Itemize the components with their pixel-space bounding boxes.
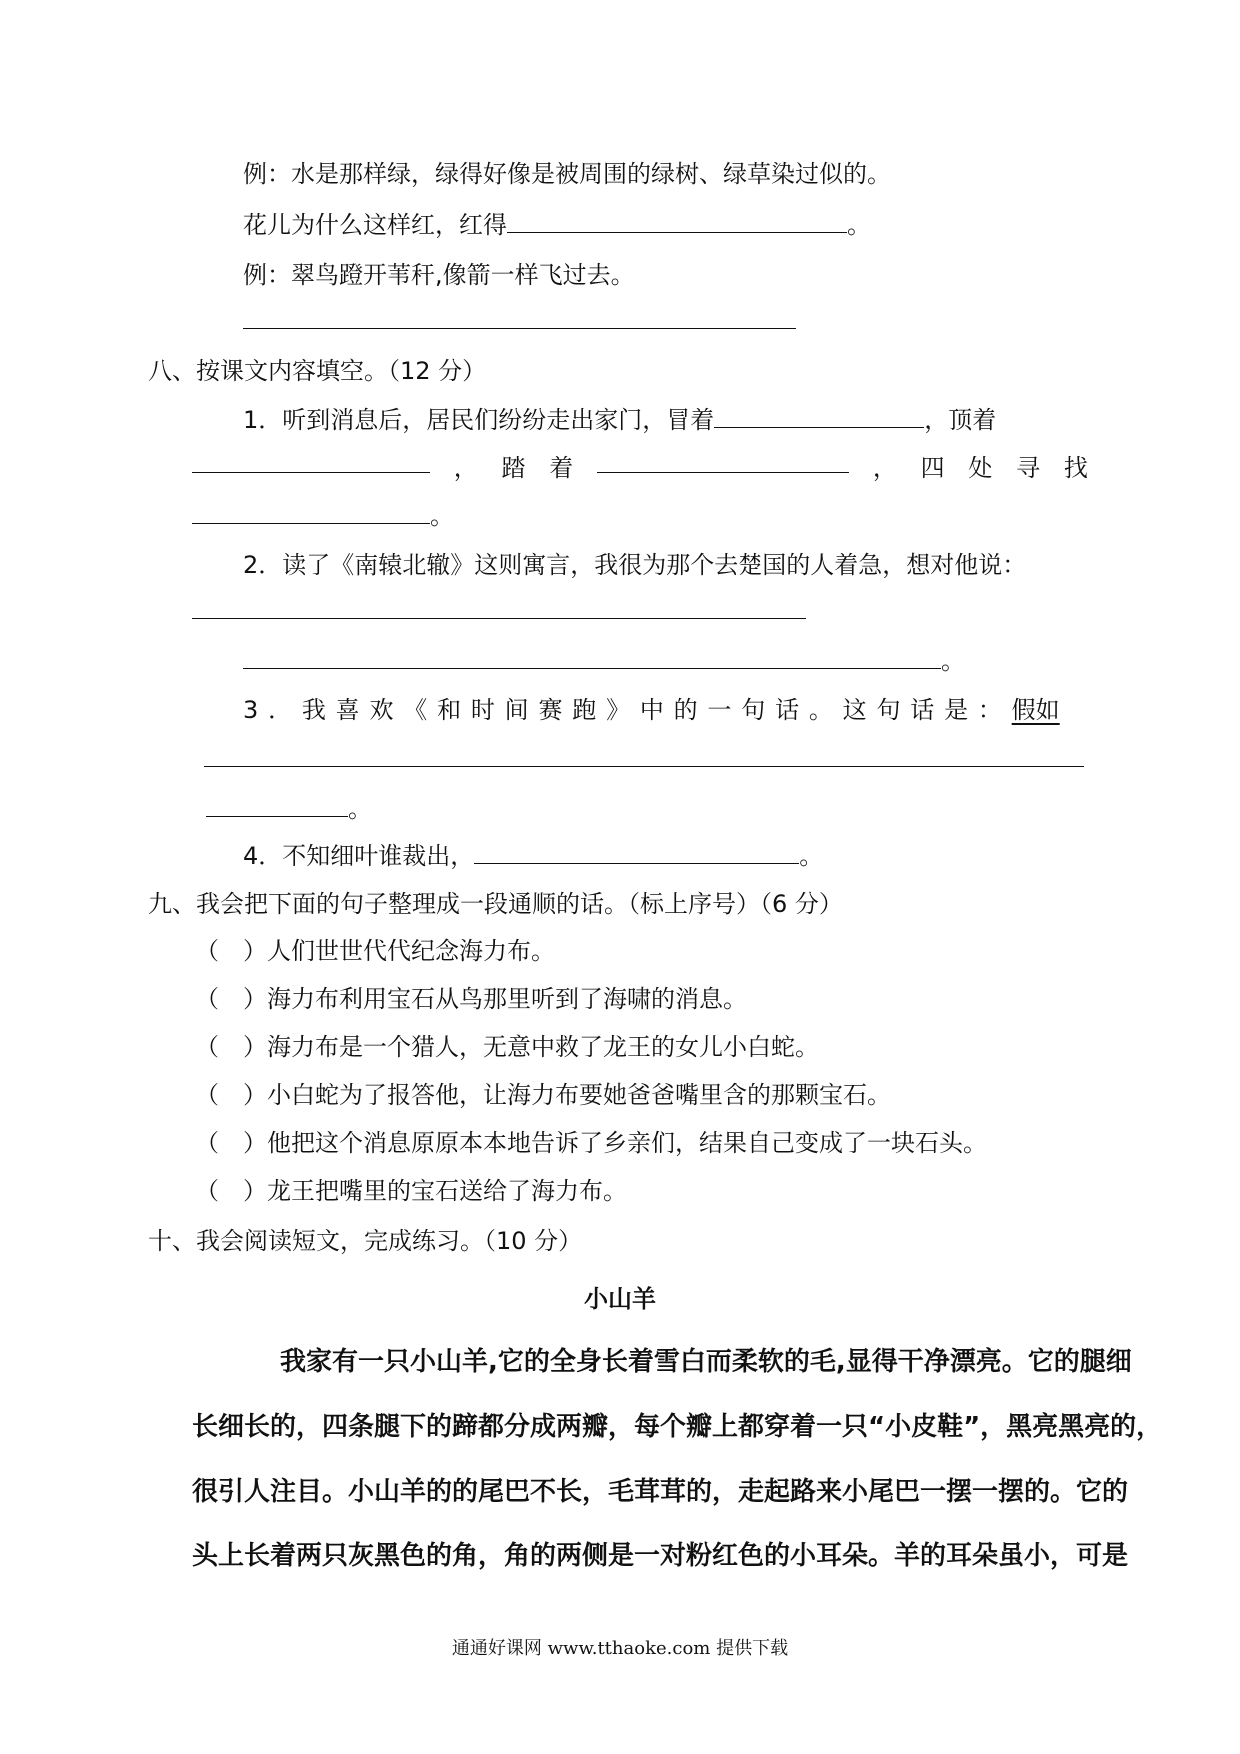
q8-item-2: 2．读了《南辕北辙》这则寓言，我很为那个去楚国的人着急，想对他说： (243, 551, 1027, 579)
q8-item-3 (243, 694, 1088, 726)
section-8-heading: 八、按课文内容填空。（12 分） (148, 357, 487, 385)
ordering-item (195, 935, 555, 967)
q8-item-1-line-1 (243, 404, 996, 436)
ordering-item-text: 他把这个消息原原本本地告诉了乡亲们，结果自己变成了一块石头。 (267, 1129, 987, 1157)
word-xun: 寻 (1016, 454, 1041, 482)
order-number-box[interactable] (195, 1127, 267, 1159)
ordering-item (195, 983, 747, 1015)
word-zhe: 着 (549, 454, 574, 482)
paren-close: ） (243, 1177, 267, 1205)
answer-line-task-2[interactable] (243, 328, 796, 329)
answer-line-2a[interactable] (192, 618, 806, 619)
answer-blank-1d[interactable] (192, 503, 430, 524)
q8-item-3-underlined: 假如 (1011, 696, 1060, 724)
answer-blank-1a[interactable] (714, 407, 924, 428)
section-10-heading: 十、我会阅读短文，完成练习。（10 分） (148, 1227, 583, 1255)
ordering-item (195, 1031, 819, 1063)
q8-item-4-end: 。 (799, 842, 824, 870)
q8-item-3-text: 3．我喜欢《和时间赛跑》中的一句话。这句话是： (243, 696, 1012, 724)
q8-item-1-line-3 (192, 500, 454, 532)
paren-open: （ (195, 985, 219, 1013)
q8-item-3-end: 。 (348, 795, 372, 823)
q8-item-2-end: 。 (941, 647, 965, 675)
q8-item-1-text-b: ，顶着 (924, 406, 997, 434)
ordering-item (195, 1175, 627, 1207)
example-sentence-1: 例：水是那样绿，绿得好像是被周围的绿树、绿草染过似的。 (243, 160, 891, 188)
task-1-suffix: 。 (847, 211, 871, 239)
order-number-box[interactable] (195, 1175, 267, 1207)
paren-open: （ (195, 1129, 219, 1157)
answer-blank-4[interactable] (474, 843, 799, 864)
ordering-item-text: 小白蛇为了报答他，让海力布要她爸爸嘴里含的那颗宝石。 (267, 1081, 891, 1109)
passage-title: 小山羊 (584, 1285, 656, 1313)
answer-blank-1c[interactable] (597, 452, 849, 473)
order-number-box[interactable] (195, 1079, 267, 1111)
answer-blank-task-1[interactable] (507, 212, 847, 233)
q8-item-2-end-line (243, 645, 965, 677)
word-si: 四 (920, 454, 945, 482)
q8-item-1-text: 1．听到消息后，居民们纷纷走出家门，冒着 (243, 406, 715, 434)
answer-blank-3b[interactable] (206, 796, 348, 817)
order-number-box[interactable] (195, 935, 267, 967)
ordering-item-text: 海力布是一个猎人，无意中救了龙王的女儿小白蛇。 (267, 1033, 819, 1061)
ordering-item-text: 龙王把嘴里的宝石送给了海力布。 (267, 1177, 627, 1205)
q8-item-1-line-2 (192, 452, 1088, 484)
ordering-item-text: 人们世世代代纪念海力布。 (267, 937, 555, 965)
q8-item-3-end-line (206, 793, 372, 825)
passage-line: 头上长着两只灰黑色的角，角的两侧是一对粉红色的小耳朵。羊的耳朵虽小，可是 (192, 1541, 1129, 1571)
q8-item-4 (243, 840, 823, 872)
comma-2: ， (872, 454, 897, 482)
ordering-item (195, 1127, 987, 1159)
task-1-prefix: 花儿为什么这样红，红得 (243, 211, 507, 239)
section-9-heading: 九、我会把下面的句子整理成一段通顺的话。（标上序号）（6 分） (148, 890, 843, 918)
passage-line: 很引人注目。小山羊的的尾巴不长，毛茸茸的，走起路来小尾巴一摆一摆的。它的 (192, 1477, 1129, 1507)
answer-line-3a[interactable] (204, 766, 1084, 767)
q8-item-4-text: 4．不知细叶谁裁出， (243, 842, 475, 870)
passage-line: 我家有一只小山羊,它的全身长着雪白而柔软的毛,显得干净漂亮。它的腿细 (280, 1347, 1132, 1377)
paren-close: ） (243, 937, 267, 965)
q8-item-1-end: 。 (430, 502, 454, 530)
paren-open: （ (195, 1177, 219, 1205)
order-number-box[interactable] (195, 983, 267, 1015)
answer-blank-1b[interactable] (192, 452, 430, 473)
word-chu: 处 (968, 454, 993, 482)
word-zhao: 找 (1063, 454, 1088, 482)
paren-close: ） (243, 1033, 267, 1061)
paren-open: （ (195, 1033, 219, 1061)
ordering-item (195, 1079, 891, 1111)
paren-close: ） (243, 1129, 267, 1157)
imitation-task-1 (243, 209, 871, 241)
paren-close: ） (243, 985, 267, 1013)
answer-blank-2b[interactable] (243, 648, 941, 669)
word-ta: 踏 (501, 454, 526, 482)
paren-close: ） (243, 1081, 267, 1109)
order-number-box[interactable] (195, 1031, 267, 1063)
paren-open: （ (195, 1081, 219, 1109)
example-sentence-2: 例：翠鸟蹬开苇秆,像箭一样飞过去。 (243, 261, 635, 289)
page-footer: 通通好课网 www.tthaoke.com 提供下载 (451, 1638, 789, 1659)
comma-1: ， (453, 454, 478, 482)
ordering-item-text: 海力布利用宝石从鸟那里听到了海啸的消息。 (267, 985, 747, 1013)
passage-line: 长细长的，四条腿下的蹄都分成两瓣，每个瓣上都穿着一只“小皮鞋”，黑亮黑亮的， (192, 1412, 1163, 1442)
paren-open: （ (195, 937, 219, 965)
